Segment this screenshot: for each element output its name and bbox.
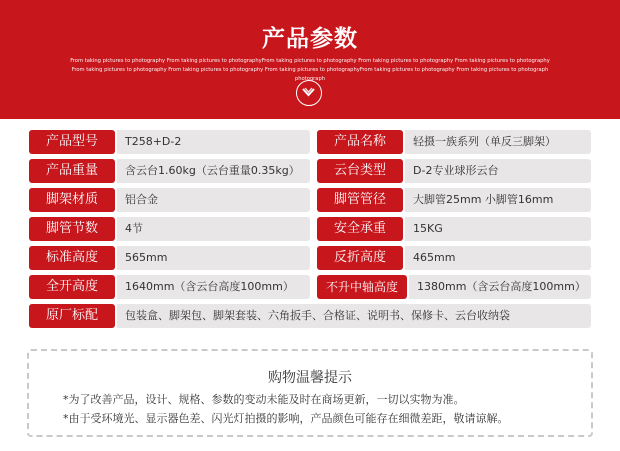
spec-row xyxy=(29,246,591,270)
spec-label: 不升中轴高度 xyxy=(317,275,407,299)
spec-row xyxy=(29,159,591,183)
spec-label: 云台类型 xyxy=(317,159,403,183)
spec-label: 标准高度 xyxy=(29,246,115,270)
spec-value: T258+D-2 xyxy=(117,130,310,154)
spec-value: 4节 xyxy=(117,217,310,241)
spec-label: 产品型号 xyxy=(29,130,115,154)
shopping-notice xyxy=(27,349,593,437)
spec-label: 脚管节数 xyxy=(29,217,115,241)
spec-row xyxy=(29,217,591,241)
spec-label: 原厂标配 xyxy=(29,304,115,328)
spec-table xyxy=(29,130,591,333)
spec-label: 脚架材质 xyxy=(29,188,115,212)
spec-value: 轻摄一族系列（单反三脚架） xyxy=(405,130,591,154)
spec-value: 565mm xyxy=(117,246,310,270)
spec-value: D-2专业球形云台 xyxy=(405,159,591,183)
banner-subtitle: From taking pictures to photography From taking pictures to photographyFrom taking pictures to photography From taking pictures to photography From taking pictures to photographyFrom taking pictures to photography From taking pictures to photography From taking pictures to photographyFrom taking pictures to photography From taking pictures to photograph photograph xyxy=(70,58,550,82)
notice-title: 购物温馨提示 xyxy=(268,370,352,386)
notice-line: *为了改善产品，设计、规格、参数的变动未能及时在商场更新，一切以实物为准。 xyxy=(63,393,465,406)
spec-value: 1640mm（含云台高度100mm） xyxy=(117,275,310,299)
spec-row xyxy=(29,188,591,212)
spec-label: 反折高度 xyxy=(317,246,403,270)
spec-row xyxy=(29,130,591,154)
spec-value: 465mm xyxy=(405,246,591,270)
spec-row xyxy=(29,304,591,328)
spec-value: 15KG xyxy=(405,217,591,241)
spec-label: 安全承重 xyxy=(317,217,403,241)
page-title: 产品参数 xyxy=(262,26,358,52)
spec-row xyxy=(29,275,591,299)
spec-value: 包装盒、脚架包、脚架套装、六角扳手、合格证、说明书、保修卡、云台收纳袋 xyxy=(117,304,591,328)
chevron-down-icon xyxy=(296,80,322,106)
spec-value: 含云台1.60kg（云台重量0.35kg） xyxy=(117,159,310,183)
spec-label: 产品重量 xyxy=(29,159,115,183)
spec-label: 脚管管径 xyxy=(317,188,403,212)
header-banner xyxy=(0,0,620,119)
notice-line: *由于受环境光、显示器色差、闪光灯拍摄的影响，产品颜色可能存在细微差距，敬请谅解。 xyxy=(63,412,509,425)
spec-value: 大脚管25mm 小脚管16mm xyxy=(405,188,591,212)
spec-label: 产品名称 xyxy=(317,130,403,154)
spec-label: 全开高度 xyxy=(29,275,115,299)
spec-value: 1380mm（含云台高度100mm） xyxy=(409,275,591,299)
spec-value: 铝合金 xyxy=(117,188,310,212)
